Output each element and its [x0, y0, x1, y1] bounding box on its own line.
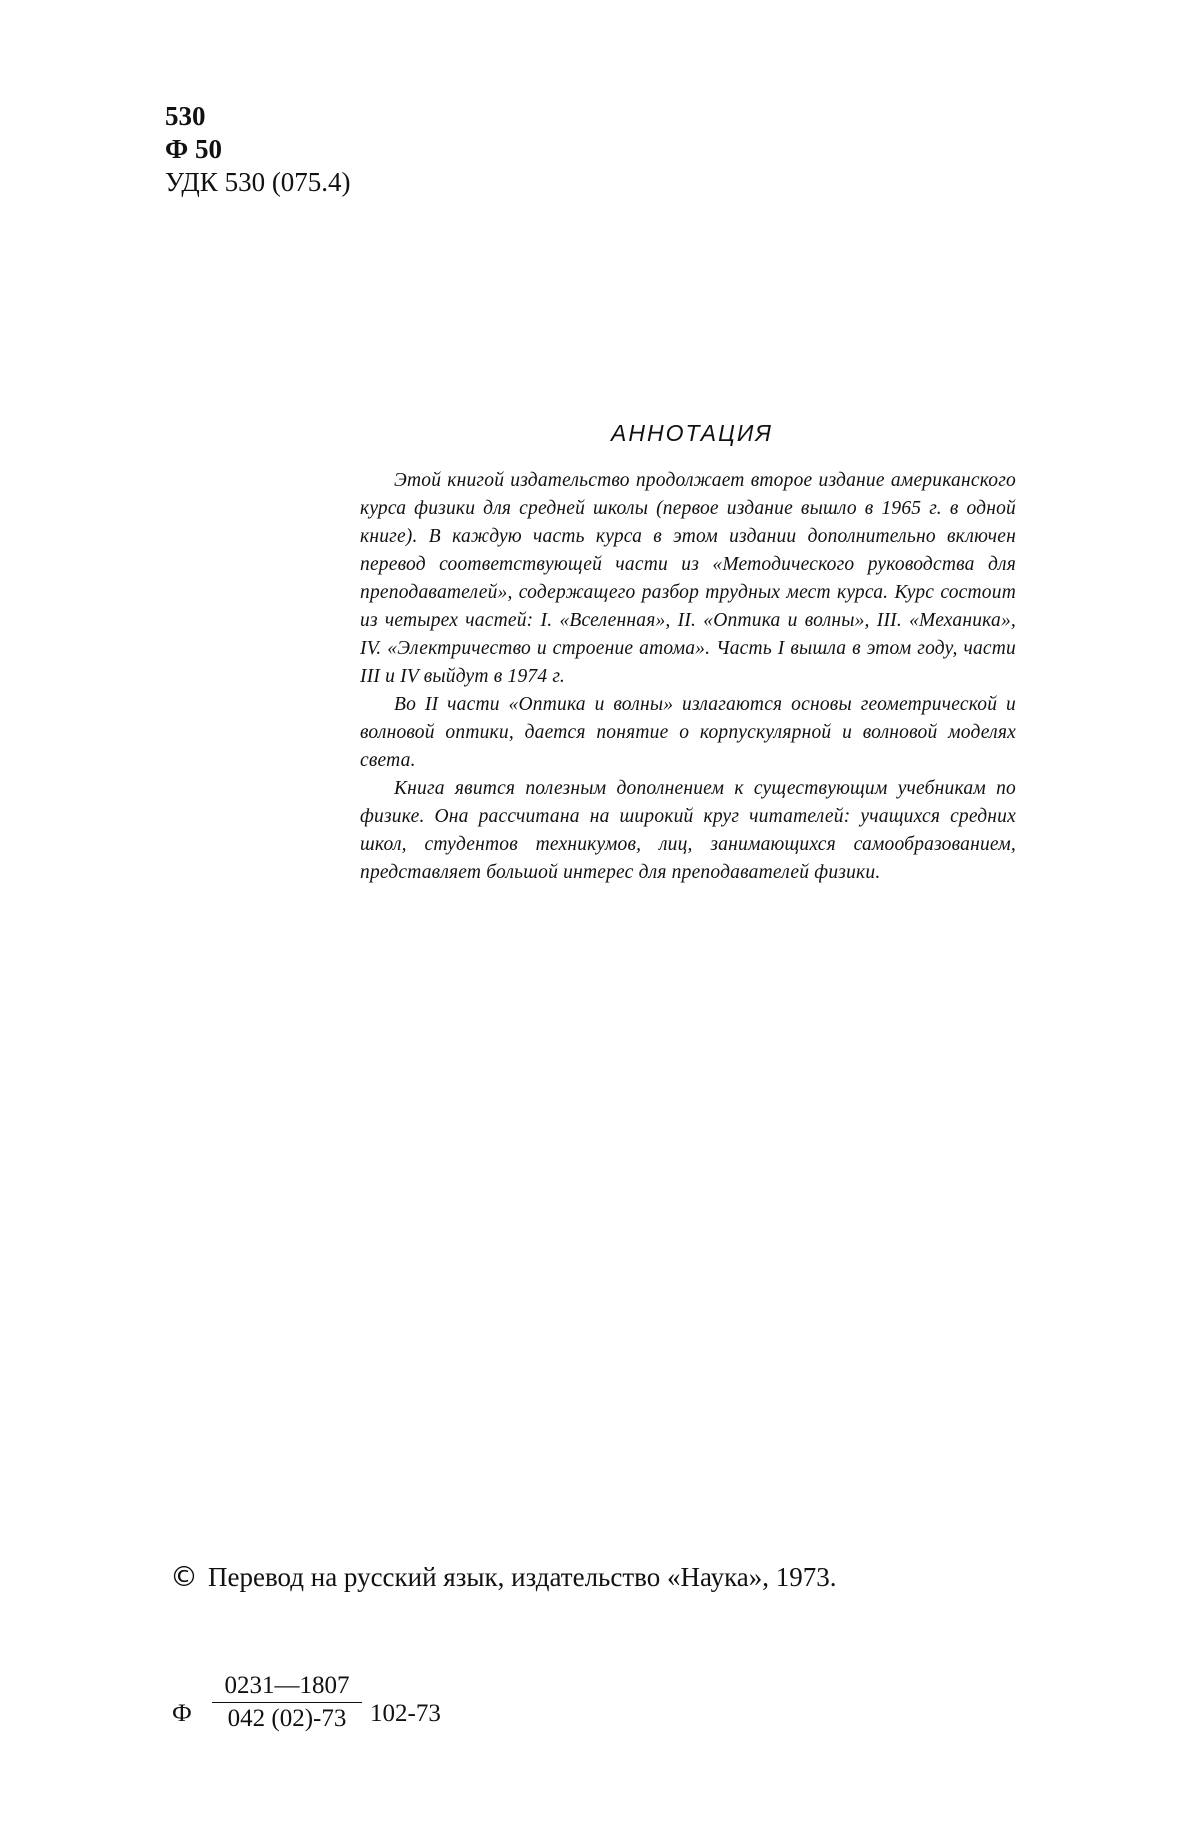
catalog-letter: Ф — [172, 1700, 192, 1727]
copyright-symbol: © — [170, 1560, 198, 1593]
catalog-numerator: 0231—1807 — [212, 1672, 362, 1703]
annotation-paragraph: Во II части «Оптика и волны» излагаются основы геометрической и волновой оптики, дается понятие о корпускулярной и волновой моделях света. — [360, 694, 1016, 771]
annotation-section — [360, 420, 1016, 887]
catalog-index — [172, 1672, 492, 1752]
udc-code: УДК 530 (075.4) — [165, 167, 351, 197]
classification-block — [165, 100, 351, 199]
copyright-text: Перевод на русский язык, издательство «Наука», 1973. — [208, 1562, 837, 1592]
classification-class: Ф 50 — [165, 134, 222, 164]
annotation-paragraph: Этой книгой издательство продолжает второе издание американского курса физики для средней школы (первое издание вышло в 1965 г. в одной книге). В каждую часть курса в этом издании дополнительно включен перевод соответствующей части из «Методического руководства для преподавателей», содержащего разбор трудных мест курса. Курс состоит из четырех частей: I. «Вселенная», II. «Оптика и волны», III. «Механика», IV. «Электричество и строение атома». Часть I вышла в этом году, части III и IV выйдут в 1974 г. — [360, 470, 1016, 687]
catalog-denominator: 042 (02)-73 — [227, 1705, 347, 1732]
copyright-line — [170, 1560, 837, 1593]
classification-code: 530 — [165, 101, 206, 131]
catalog-tail: 102-73 — [370, 1700, 441, 1727]
annotation-paragraph: Книга явится полезным дополнением к существующим учебникам по физике. Она рассчитана на широкий круг читателей: учащихся средних школ, студентов техникумов, лиц, занимающихся самообразованием, представляет большой интерес для преподавателей физики. — [360, 778, 1016, 883]
catalog-fraction — [212, 1672, 362, 1733]
annotation-title: АННОТАЦИЯ — [611, 420, 773, 446]
